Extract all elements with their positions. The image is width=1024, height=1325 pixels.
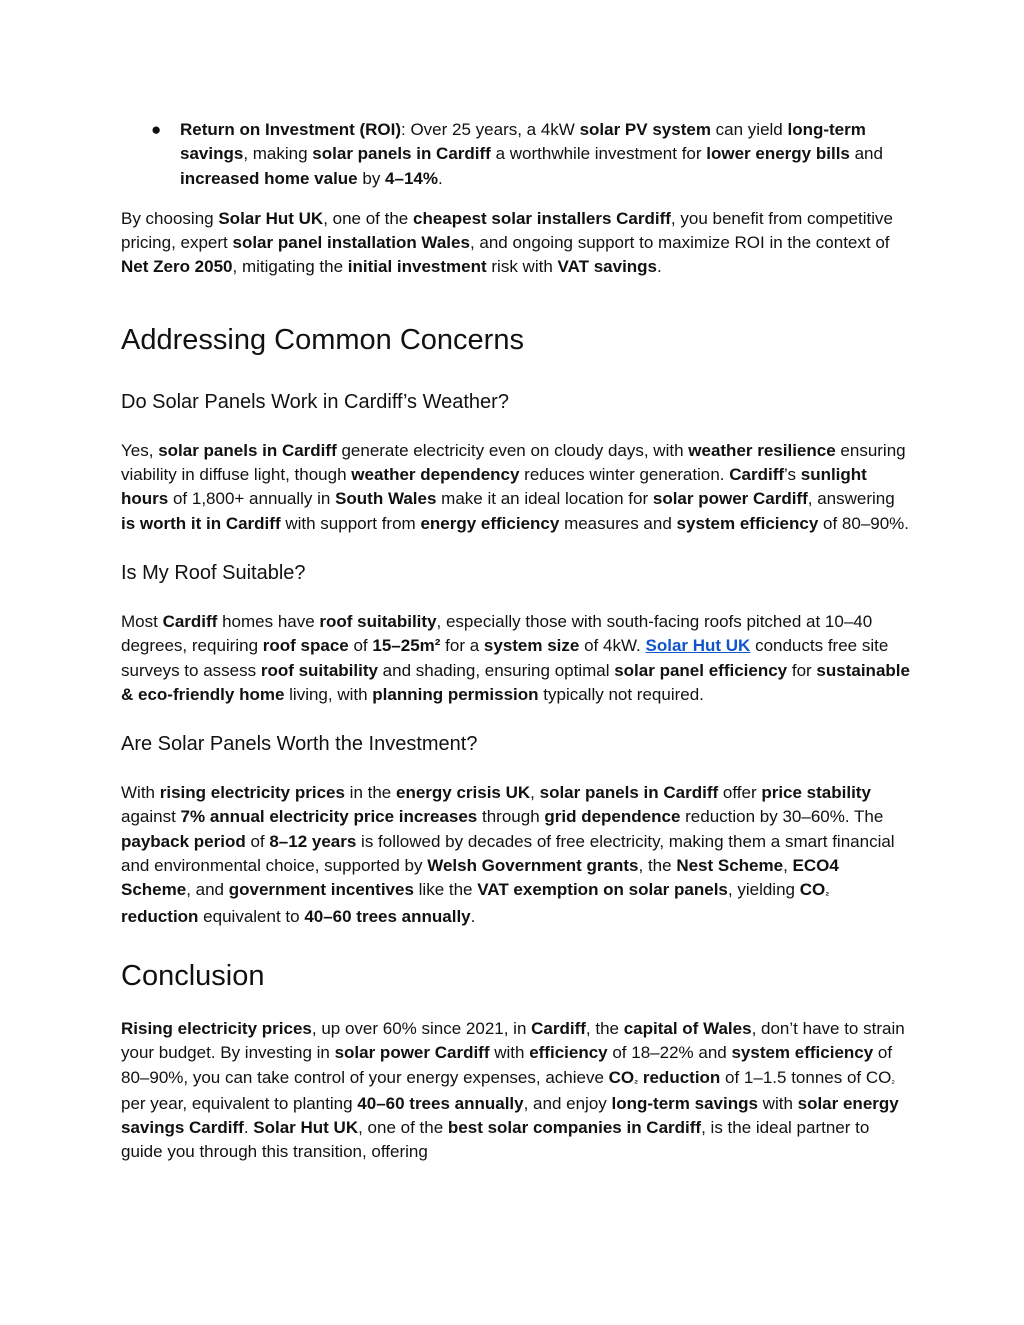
bold-text: reduction <box>638 1067 721 1087</box>
text-run: can yield <box>710 120 788 139</box>
text-run: offer <box>718 783 762 803</box>
text-run: conducts free site surveys to assess <box>121 636 889 680</box>
bold-text: payback period <box>121 831 246 851</box>
paragraph-conclusion <box>121 1017 911 1165</box>
bold-text: roof suitability <box>319 611 437 631</box>
text-run: . <box>243 1118 254 1138</box>
bold-text: is worth it in Cardiff <box>121 513 281 533</box>
text-run: and <box>849 144 883 164</box>
text-run: By choosing <box>121 208 219 228</box>
bold-text: efficiency <box>529 1043 608 1063</box>
bullet-item-roi <box>121 118 911 191</box>
bold-text: VAT savings <box>557 257 658 277</box>
text-run: of 80–90%. <box>818 513 910 533</box>
bold-text: roof suitability <box>260 660 378 680</box>
bold-text: system efficiency <box>731 1043 874 1063</box>
bold-text: grid dependence <box>544 807 681 827</box>
bold-text: system size <box>483 636 580 656</box>
text-run: for a <box>440 636 484 656</box>
text-run: , and ongoing support to maximize ROI in the context of <box>469 233 890 253</box>
bold-text: ECO4 Scheme <box>121 856 839 900</box>
bold-text: VAT exemption on solar panels <box>477 880 728 900</box>
bold-text: sunlight hours <box>121 465 867 509</box>
bullet-text <box>180 120 883 188</box>
text-run: of <box>245 831 270 851</box>
heading-roof-question: Is My Roof Suitable? <box>121 561 306 584</box>
bold-text: solar panels in Cardiff <box>312 144 491 164</box>
bold-text: 40–60 trees annually <box>304 906 471 926</box>
text-run: , answering <box>807 489 895 509</box>
text-run: , the <box>585 1018 624 1038</box>
bold-text: South Wales <box>335 489 437 509</box>
text-run: . <box>470 906 476 926</box>
bold-text: 8–12 years <box>269 831 357 851</box>
text-run: in the <box>344 783 396 803</box>
text-run: like the <box>413 880 478 900</box>
bold-text: best solar companies in Cardiff <box>447 1118 702 1138</box>
text-run: , one of the <box>358 1118 448 1138</box>
text-run: homes have <box>217 611 320 631</box>
text-run: with support from <box>280 513 421 533</box>
text-run: typically not required. <box>538 684 704 704</box>
text-run: is followed by decades of free electricity, making them a smart financial and environmental choice, supported by <box>121 831 895 876</box>
text-run: , yielding <box>727 880 800 900</box>
text-run: Most <box>121 611 163 631</box>
bold-text: energy crisis UK <box>395 783 531 803</box>
text-run: measures and <box>559 513 677 533</box>
text-run: through <box>477 807 545 827</box>
text-run: of 1,800+ annually in <box>168 489 336 509</box>
text-run: , up over 60% since 2021, in <box>311 1018 532 1038</box>
text-run: equivalent to <box>198 906 305 926</box>
intro-paragraph <box>121 207 911 280</box>
text-run: make it an ideal location for <box>436 489 653 509</box>
bold-text: rising electricity prices <box>159 783 345 803</box>
text-run: With <box>121 783 160 803</box>
text-run: , one of the <box>323 208 413 228</box>
text-run: , and <box>186 880 229 900</box>
bold-text: Rising electricity prices <box>121 1018 312 1038</box>
bold-text: increased home value <box>180 168 358 188</box>
text-run: . <box>657 257 662 277</box>
text-run: living, with <box>284 684 373 704</box>
bold-text: Welsh Government grants <box>427 856 639 876</box>
text-run: , don’t have to strain your budget. By investing in <box>121 1018 905 1063</box>
bold-text: solar panel installation Wales <box>232 233 470 253</box>
text-run: with <box>757 1093 798 1113</box>
text-run: , <box>530 783 540 803</box>
bold-text: Cardiff <box>729 465 785 485</box>
bold-text: solar power Cardiff <box>652 489 808 509</box>
text-run: of <box>348 636 373 656</box>
text-run: against <box>121 807 181 827</box>
paragraph-investment <box>121 781 911 929</box>
bold-text: 4–14% <box>385 168 438 188</box>
bold-text: reduction <box>121 906 199 926</box>
text-run: of 1–1.5 tonnes of CO <box>720 1067 892 1087</box>
bold-text: 7% annual electricity price increases <box>180 807 478 827</box>
bold-text: Solar Hut UK <box>253 1118 359 1138</box>
text-run: of 80–90%, you can take control of your energy expenses, achieve <box>121 1043 893 1087</box>
text-run: , <box>783 856 793 876</box>
bold-text: long-term savings <box>180 120 866 164</box>
text-run: , especially those with south-facing roofs pitched at 10–40 degrees, requiring <box>121 611 873 656</box>
bold-text: Net Zero 2050 <box>121 257 233 277</box>
bold-text: CO <box>799 880 826 900</box>
paragraph-weather <box>121 439 911 536</box>
text-run: a worthwhile investment for <box>490 144 707 164</box>
heading-weather-question: Do Solar Panels Work in Cardiff’s Weather? <box>121 390 509 413</box>
bold-text: Return on Investment (ROI) <box>180 120 402 139</box>
text-run: , the <box>638 856 677 876</box>
bold-text: weather dependency <box>351 465 520 485</box>
bold-text: weather resilience <box>688 440 836 460</box>
text-run: , is the ideal partner to guide you through this transition, offering <box>121 1118 870 1162</box>
bold-text: Nest Scheme <box>676 856 784 876</box>
bold-text: long-term savings <box>611 1093 758 1113</box>
subscript-text: ₂ <box>634 1074 639 1085</box>
text-run: of 4kW. <box>579 636 646 656</box>
bold-text: initial investment <box>347 257 487 277</box>
text-run: : Over 25 years, a 4kW <box>401 120 580 139</box>
text-run: Yes, <box>121 440 159 460</box>
bold-text: planning permission <box>372 684 539 704</box>
text-run: per year, equivalent to planting <box>121 1093 358 1113</box>
text-run: , mitigating the <box>232 257 348 277</box>
heading-conclusion: Conclusion <box>121 959 265 992</box>
subscript-text: ₂ <box>825 887 830 898</box>
heading-investment-question: Are Solar Panels Worth the Investment? <box>121 733 478 756</box>
heading-addressing-common-concerns: Addressing Common Concerns <box>121 323 524 356</box>
bold-text: government incentives <box>228 880 414 900</box>
text-run: by <box>357 168 386 188</box>
bold-text: system efficiency <box>676 513 819 533</box>
bold-text: solar panels in Cardiff <box>539 783 719 803</box>
bold-text: solar panels in Cardiff <box>158 440 337 460</box>
text-run: ensuring viability in diffuse light, though <box>121 440 906 485</box>
bold-text: solar power Cardiff <box>334 1043 490 1063</box>
bold-text: solar panel efficiency <box>614 660 788 680</box>
bold-text: price stability <box>761 783 871 803</box>
bold-text: energy efficiency <box>420 513 560 533</box>
solar-hut-uk-link[interactable]: Solar Hut UK <box>645 636 751 656</box>
subscript-text: ₂ <box>891 1074 895 1085</box>
bold-text: cheapest solar installers Cardiff <box>412 208 671 228</box>
text-run: and shading, ensuring optimal <box>377 660 615 680</box>
bold-text: 40–60 trees annually <box>357 1093 524 1113</box>
bullet-marker: ● <box>151 120 162 139</box>
text-run: with <box>489 1043 530 1063</box>
bold-text: 15–25m² <box>372 636 441 656</box>
bold-text: roof space <box>262 636 349 656</box>
text-run: . <box>437 168 443 188</box>
bold-text: Cardiff <box>531 1018 586 1038</box>
text-run: ’s <box>784 465 801 485</box>
bold-text: sustainable & eco-friendly home <box>121 660 910 704</box>
text-run: for <box>787 660 817 680</box>
bold-text: solar energy savings Cardiff <box>121 1093 899 1138</box>
text-run: of 18–22% and <box>607 1043 732 1063</box>
bold-text: lower energy bills <box>706 144 850 164</box>
text-run: , making <box>243 144 313 164</box>
bullet-list <box>121 118 911 191</box>
bold-text: solar PV system <box>579 120 711 139</box>
bold-text: Solar Hut UK <box>218 208 324 228</box>
document-page <box>121 118 911 1165</box>
text-run: reduction by 30–60%. The <box>680 807 884 827</box>
bold-text: Cardiff <box>162 611 218 631</box>
bold-text: CO <box>608 1067 635 1087</box>
paragraph-roof <box>121 610 911 707</box>
text-run: risk with <box>486 257 558 277</box>
text-run: generate electricity even on cloudy days, with <box>336 440 689 460</box>
text-run: , and enjoy <box>523 1093 612 1113</box>
text-run: , you benefit from competitive pricing, expert <box>121 208 893 253</box>
text-run: reduces winter generation. <box>519 465 730 485</box>
bold-text: capital of Wales <box>623 1018 752 1038</box>
